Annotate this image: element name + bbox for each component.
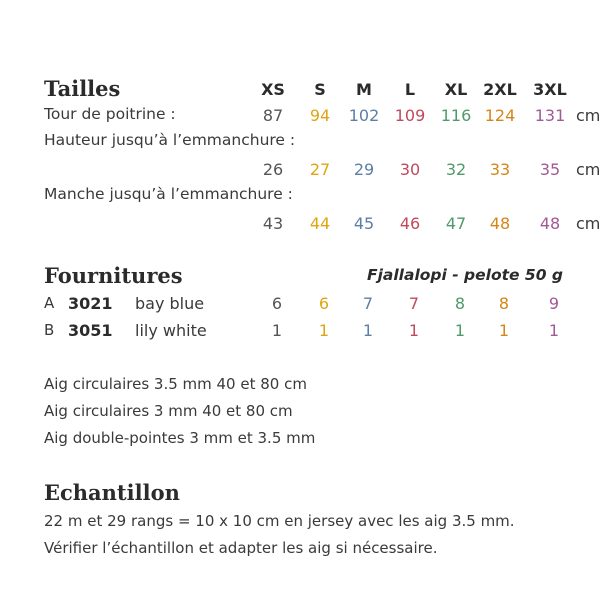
size-header-xs: XS	[261, 80, 285, 99]
size-header-3xl: 3XL	[533, 80, 567, 99]
measure-value: 30	[399, 160, 421, 179]
yarn-b-name: lily white	[135, 321, 207, 340]
yarn-a-name: bay blue	[135, 294, 205, 313]
yarn-quantity: 1	[408, 321, 420, 340]
measure-value: 102	[348, 106, 380, 125]
yarn-quantity: 7	[362, 294, 374, 313]
size-header-2xl: 2XL	[483, 80, 517, 99]
unit-label: cm	[576, 106, 600, 125]
measure-value: 46	[399, 214, 421, 233]
needle-line-3: Aig double-pointes 3 mm et 3.5 mm	[44, 429, 316, 447]
gauge-line-2: Vérifier l’échantillon et adapter les aig si nécessaire.	[44, 539, 438, 557]
measure-value: 47	[445, 214, 467, 233]
yarn-a-letter: A	[44, 294, 55, 312]
size-header-l: L	[404, 80, 416, 99]
size-header-s: S	[314, 80, 326, 99]
unit-label: cm	[576, 160, 600, 179]
measure-value: 109	[394, 106, 426, 125]
yarn-quantity: 6	[271, 294, 283, 313]
measure-value: 32	[445, 160, 467, 179]
row-label-sleeve: Manche jusqu’à l’emmanchure :	[44, 185, 293, 203]
yarn-quantity: 8	[498, 294, 510, 313]
measure-value: 48	[489, 214, 511, 233]
yarn-quantity: 1	[548, 321, 560, 340]
yarn-b-letter: B	[44, 321, 55, 339]
supplies-heading: Fournitures	[44, 263, 183, 288]
yarn-quantity: 1	[362, 321, 374, 340]
row-label-armhole-height: Hauteur jusqu’à l’emmanchure :	[44, 131, 296, 149]
measure-value: 29	[353, 160, 375, 179]
row-label-chest: Tour de poitrine :	[44, 105, 176, 123]
needle-line-2: Aig circulaires 3 mm 40 et 80 cm	[44, 402, 293, 420]
measure-value: 94	[309, 106, 331, 125]
gauge-heading: Echantillon	[44, 480, 180, 505]
measure-value: 44	[309, 214, 331, 233]
yarn-quantity: 1	[318, 321, 330, 340]
yarn-title: Fjallalopi - pelote 50 g	[367, 266, 563, 284]
measure-value: 35	[539, 160, 561, 179]
yarn-quantity: 8	[454, 294, 466, 313]
yarn-quantity: 1	[271, 321, 283, 340]
yarn-quantity: 6	[318, 294, 330, 313]
measure-value: 48	[539, 214, 561, 233]
size-header-xl: XL	[444, 80, 468, 99]
measure-value: 43	[262, 214, 284, 233]
yarn-quantity: 1	[498, 321, 510, 340]
measure-value: 87	[262, 106, 284, 125]
unit-label: cm	[576, 214, 600, 233]
measure-value: 45	[353, 214, 375, 233]
yarn-quantity: 7	[408, 294, 420, 313]
yarn-a-code: 3021	[68, 294, 113, 313]
needle-line-1: Aig circulaires 3.5 mm 40 et 80 cm	[44, 375, 307, 393]
yarn-quantity: 9	[548, 294, 560, 313]
gauge-line-1: 22 m et 29 rangs = 10 x 10 cm en jersey avec les aig 3.5 mm.	[44, 512, 515, 530]
yarn-quantity: 1	[454, 321, 466, 340]
size-header-m: M	[356, 80, 372, 99]
measure-value: 26	[262, 160, 284, 179]
measure-value: 33	[489, 160, 511, 179]
measure-value: 124	[484, 106, 516, 125]
measure-value: 116	[440, 106, 472, 125]
sizes-heading: Tailles	[44, 76, 121, 101]
measure-value: 27	[309, 160, 331, 179]
yarn-b-code: 3051	[68, 321, 113, 340]
measure-value: 131	[534, 106, 566, 125]
